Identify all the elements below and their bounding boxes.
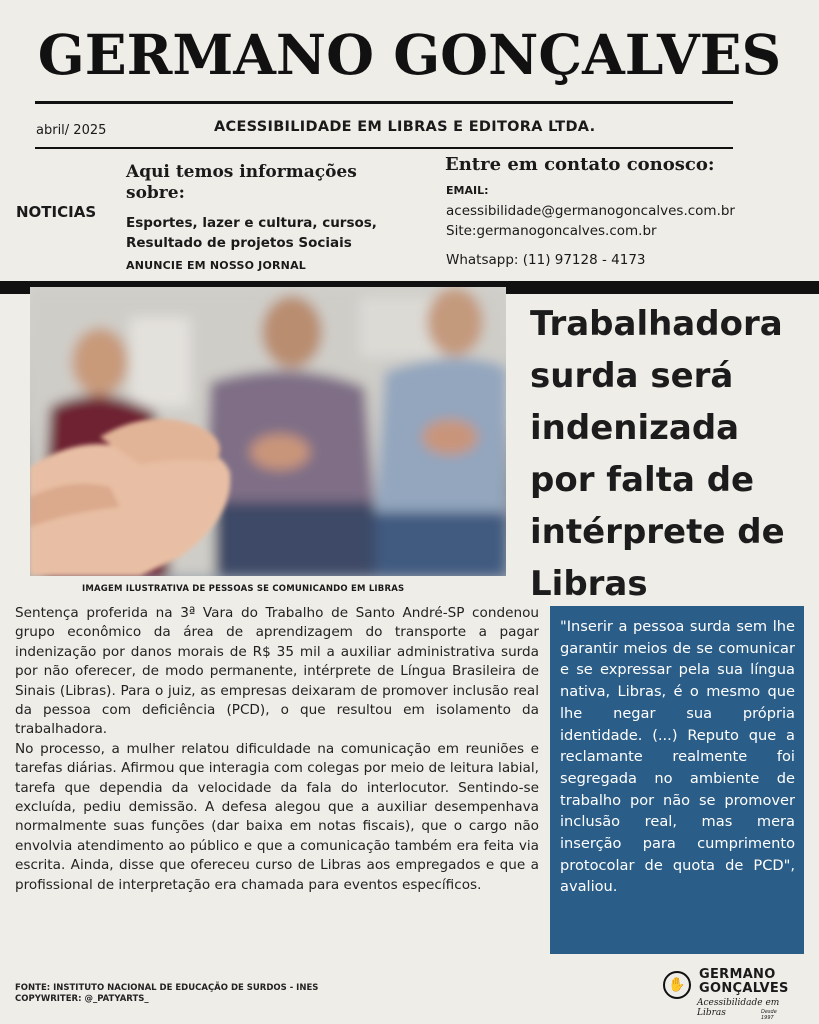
masthead-rule-bottom: [35, 147, 733, 149]
contact-site[interactable]: Site:germanogoncalves.com.br: [446, 223, 657, 239]
info-topics-line: Esportes, lazer e cultura, cursos,: [126, 215, 377, 231]
article-paragraph: Sentença proferida na 3ª Vara do Trabalho de Santo André-SP condenou grupo econômico da área de aprendizagem do transporte a pagar indenização por danos morais de R$ 35 mil a auxiliar administrativa surda por não oferecer, de modo permanente, intérprete de Língua Brasileira de Sinais (Libras). Para o juiz, as empresas deixaram de promover inclusão real da pessoa com deficiência (PCD), o que resultou em isolamento da trabalhadora.: [15, 605, 539, 738]
pull-quote-box: [550, 606, 804, 954]
logo-name: [699, 968, 789, 996]
brand-logo: [661, 966, 791, 1021]
info-topics: [126, 213, 426, 253]
source-credit: FONTE: INSTITUTO NACIONAL DE EDUCAÇÃO DE SURDOS - INES: [15, 983, 319, 993]
contact-email-label: EMAIL:: [446, 184, 489, 197]
info-heading: Aqui temos informações sobre:: [126, 162, 357, 203]
article-paragraph: No processo, a mulher relatou dificuldade na comunicação em reuniões e tarefas diárias. Afirmou que interagia com colegas por meio de leitura labial, tarefa que dependia da velocidade da fala do interlocutor. Sentindo-se excluída, pediu demissão. A defesa alegou que a auxiliar desempenhava normalmente suas funções (dar baixa em notas fiscais), que o cargo não envolvia atendimento ao público e que a comunicação também era feita via escrita. Ainda, disse que ofereceu curso de Libras aos empregados e que a profissional de interpretação era chamada para eventos específicos.: [15, 740, 539, 893]
contact-heading: Entre em contato conosco:: [445, 154, 715, 175]
section-label: NOTICIAS: [16, 203, 97, 221]
info-topics-line: Resultado de projetos Sociais: [126, 235, 352, 251]
advertise-note: ANUNCIE EM NOSSO JORNAL: [126, 259, 306, 272]
article-body: [15, 604, 539, 895]
logo-name-line: GERMANO: [699, 967, 776, 982]
hand-sign-icon: ✋: [663, 971, 691, 999]
photo-caption: IMAGEM ILUSTRATIVA DE PESSOAS SE COMUNICANDO EM LIBRAS: [82, 584, 405, 594]
masthead-title: GERMANO GONÇALVES: [37, 22, 782, 87]
masthead-rule-top: [35, 101, 733, 104]
issue-date: abril/ 2025: [36, 123, 107, 138]
copywriter-credit: COPYWRITER: @_PATYARTS_: [15, 994, 149, 1004]
contact-whatsapp: Whatsapp: (11) 97128 - 4173: [446, 252, 646, 268]
logo-since: Desde 1997: [761, 1009, 777, 1021]
article-headline: Trabalhadora surda será indenizada por falta de intérprete de Libras: [530, 304, 785, 604]
credits: [15, 983, 318, 1005]
article-photo: [30, 287, 506, 576]
logo-tagline: Acessibilidade em Libras: [697, 998, 780, 1018]
contact-email[interactable]: acessibilidade@germanogoncalves.com.br: [446, 203, 735, 219]
company-name: ACESSIBILIDADE EM LIBRAS E EDITORA LTDA.: [214, 119, 596, 135]
logo-name-line: GONÇALVES: [699, 981, 789, 996]
pull-quote-text: "Inserir a pessoa surda sem lhe garantir meios de se comunicar e se expressar pela sua língua nativa, Libras, é o mesmo que lhe negar sua própria identidade. (...) Reputo que a reclamante realmente foi segregada no ambiente de trabalho por não se promover inclusão real, mas mera inserção para cumprimento protocolar de quota de PCD", avaliou.: [560, 618, 795, 896]
